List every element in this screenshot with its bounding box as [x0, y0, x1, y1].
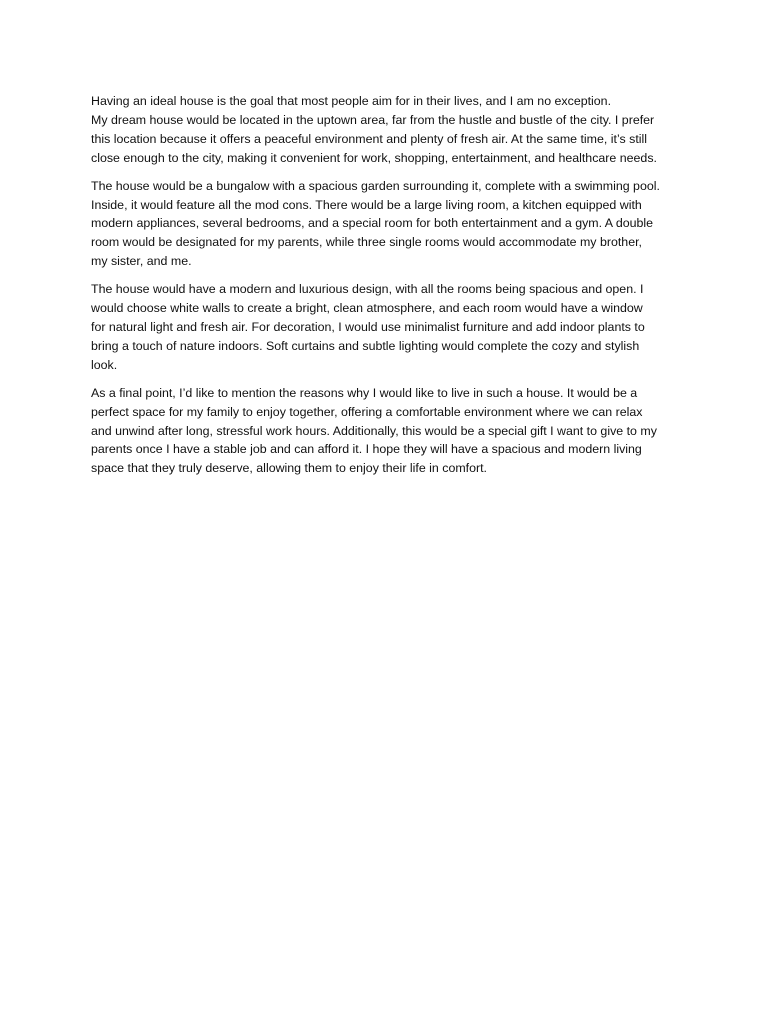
text-line: The house would be a bungalow with a spacious garden surrounding it, complete with a swimming pool. — [91, 178, 660, 193]
text-line: for natural light and fresh air. For decoration, I would use minimalist furniture and add indoor plants to — [91, 319, 645, 334]
text-line: would choose white walls to create a bright, clean atmosphere, and each room would have a window — [91, 301, 643, 316]
text-line: The house would have a modern and luxurious design, with all the rooms being spacious and open. I — [91, 282, 644, 297]
text-line: this location because it offers a peaceful environment and plenty of fresh air. At the same time, it’s still — [91, 131, 648, 146]
document-body — [91, 92, 683, 487]
paragraph-house-features — [91, 177, 683, 272]
text-line: parents once I have a stable job and can afford it. I hope they will have a spacious and modern living — [91, 442, 642, 457]
text-line: look. — [91, 357, 118, 372]
text-line: Having an ideal house is the goal that most people aim for in their lives, and I am no exception. — [91, 94, 612, 108]
text-line: my sister, and me. — [91, 254, 192, 269]
paragraph-house-design — [91, 280, 683, 375]
paragraph-conclusion — [91, 384, 683, 479]
text-line: Inside, it would feature all the mod cons. There would be a large living room, a kitchen equipped with — [91, 197, 642, 212]
text-line: room would be designated for my parents, while three single rooms would accommodate my brother, — [91, 235, 642, 250]
text-line: modern appliances, several bedrooms, and a special room for both entertainment and a gym. A double — [91, 216, 654, 231]
text-line: As a final point, I’d like to mention the reasons why I would like to live in such a house. It would be a — [91, 385, 638, 400]
text-line: bring a touch of nature indoors. Soft curtains and subtle lighting would complete the cozy and stylish — [91, 338, 640, 353]
text-line: space that they truly deserve, allowing them to enjoy their life in comfort. — [91, 461, 488, 476]
text-line: perfect space for my family to enjoy together, offering a comfortable environment where we can relax — [91, 404, 643, 419]
text-line: My dream house would be located in the uptown area, far from the hustle and bustle of the city. I prefer — [91, 112, 655, 127]
text-line: and unwind after long, stressful work hours. Additionally, this would be a special gift I want to give to my — [91, 423, 657, 438]
text-line: close enough to the city, making it convenient for work, shopping, entertainment, and healthcare needs. — [91, 150, 657, 165]
paragraph-intro-location — [91, 92, 683, 168]
